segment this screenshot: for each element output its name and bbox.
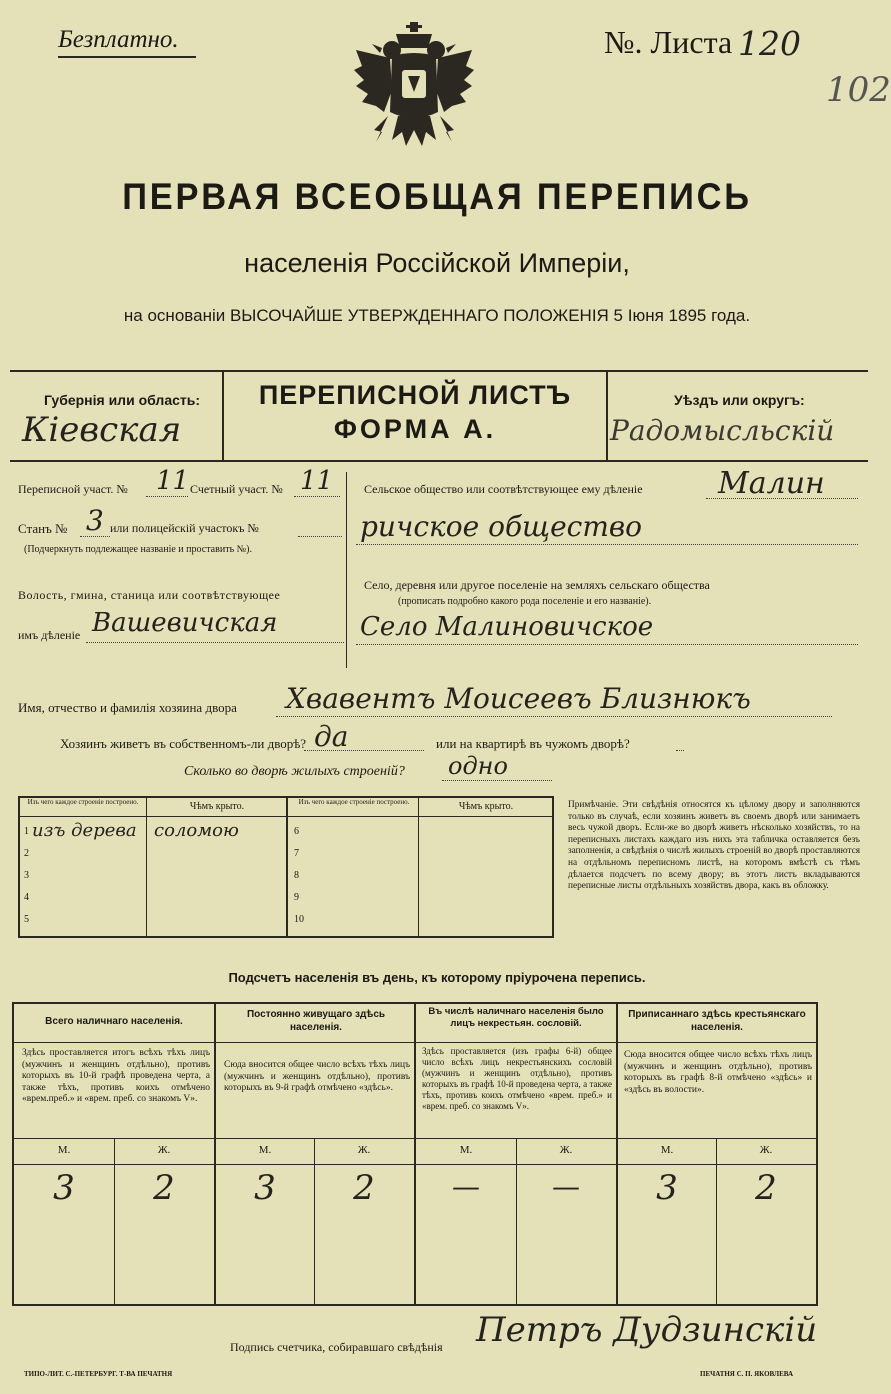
col2-title: Постоянно живущаго здѣсь населенія.	[246, 1009, 386, 1033]
gubernia-label: Губернія или область:	[44, 392, 201, 408]
signature-label: Подпись счетчика, собиравшаго свѣдѣнія	[230, 1340, 443, 1354]
gubernia-value: Кіевская	[22, 410, 182, 450]
col3-m-label: М.	[459, 1144, 473, 1156]
col4-title: Приписаннаго здѣсь крестьянскаго населенія.	[628, 1009, 806, 1033]
buildings-label: Сколько во дворѣ жилыхъ строеній?	[184, 764, 405, 779]
col-material-header: Изъ чего каждое строеніе построено.	[27, 798, 139, 806]
col1-f-label: Ж.	[157, 1144, 171, 1156]
imperial-eagle-icon	[352, 20, 476, 160]
police-label: или полицейскій участокъ №	[110, 521, 259, 535]
village-note: (прописать подробно какого рода поселеніе и его названіе).	[398, 596, 652, 607]
table-row: 4	[24, 892, 29, 903]
row-1-material: изъ дерева	[32, 820, 137, 841]
col1-m-value: 3	[53, 1168, 75, 1208]
col2-m-value: 3	[254, 1168, 276, 1208]
owner-name-value: Хвавентъ Моисеевъ Близнюкъ	[286, 682, 751, 715]
col2-desc: Сюда вносится общее число всѣхъ тѣхъ лицъ (мужчинъ и женщинъ отдѣльно), противъ которыхъ въ 9-й графѣ отмѣчено «здѣсь».	[224, 1060, 410, 1093]
col4-f-value: 2	[755, 1168, 777, 1208]
census-district-label: Переписной участ. №	[18, 482, 128, 496]
rent-label: или на квартирѣ въ чужомъ дворѣ?	[436, 736, 630, 751]
stan-label: Станъ №	[18, 521, 68, 536]
count-heading: Подсчетъ населенія въ день, къ которому пріурочена перепись.	[228, 970, 646, 985]
society-value-2: ричское общество	[360, 510, 643, 543]
col4-m-value: 3	[656, 1168, 678, 1208]
col3-m-value: —	[452, 1170, 480, 1203]
table-row: 5	[24, 914, 29, 925]
col-roof-header-2: Чѣмъ крыто.	[458, 801, 514, 812]
col4-m-label: М.	[660, 1144, 674, 1156]
printer-right: ПЕЧАТНЯ С. П. ЯКОВЛЕВА	[700, 1370, 794, 1378]
table-row: 8	[294, 870, 299, 881]
underline-note: (Подчеркнуть подлежащее названіе и проставить №).	[24, 544, 252, 555]
col3-f-label: Ж.	[559, 1144, 573, 1156]
col2-m-label: М.	[258, 1144, 272, 1156]
society-label: Сельское общество или соотвѣтствующее ему дѣленіе	[364, 482, 643, 496]
village-label: Село, деревня или другое поселеніе на земляхъ сельскаго общества	[364, 578, 710, 592]
volost-label: Волость, гмина, станица или соотвѣтствующее	[18, 588, 281, 602]
col2-f-value: 2	[353, 1168, 375, 1208]
volost-label-2: имъ дѣленіе	[18, 628, 81, 642]
col-roof-header: Чѣмъ крыто.	[189, 801, 245, 812]
count-district-value: 11	[300, 466, 334, 496]
village-value: Село Малиновичское	[360, 612, 654, 642]
sheet-number-label: №. Листа	[604, 24, 733, 60]
buildings-value: одно	[448, 752, 508, 780]
page-subtitle: населенія Россійской Имперіи,	[244, 248, 630, 278]
society-value-1: Малин	[718, 466, 825, 501]
own-yard-label: Хозяинъ живетъ въ собственномъ-ли дворѣ?	[60, 736, 307, 751]
col2-f-label: Ж.	[357, 1144, 371, 1156]
sheet-number-value: 120	[738, 24, 801, 63]
sheet-title: ПЕРЕПИСНОЙ ЛИСТЪ	[258, 380, 572, 410]
col1-desc: Здѣсь проставляется итогъ всѣхъ тѣхъ лицъ (мужчинъ и женщинъ отдѣльно), противъ которыхъ въ 10-й графѣ проведена черта, а также тѣхъ, противъ коихъ отмѣчено «врем.преб.» и «врем. преб. со знакомъ V».	[22, 1048, 210, 1104]
owner-name-label: Имя, отчество и фамилія хозяина двора	[18, 700, 237, 715]
table-row: 10	[294, 914, 304, 925]
printer-left: ТИПО-ЛИТ. С.-ПЕТЕРБУРГ. Т-ВА ПЕЧАТНЯ	[24, 1370, 173, 1378]
uezd-value: Радомысльскій	[610, 414, 835, 447]
col-material-header-2: Изъ чего каждое строеніе построено.	[298, 798, 410, 806]
table-row: 7	[294, 848, 299, 859]
signature-value: Петръ Дудзинскій	[476, 1310, 818, 1350]
buildings-table	[18, 796, 554, 938]
col3-desc: Здѣсь проставляется (изъ графы 6-й) общее число всѣхъ лицъ некрестьянскихъ сословій (мужчинъ и женщинъ отдѣльно), противъ которыхъ въ графѣ 10-й проведена черта, а также тѣхъ, противъ коихъ отмѣчено «врем. преб.» и «врем. преб. со знакомъ V».	[422, 1046, 612, 1111]
col4-f-label: Ж.	[759, 1144, 773, 1156]
table-row: 9	[294, 892, 299, 903]
uezd-label: Уѣздъ или округъ:	[674, 392, 805, 408]
col3-title: Въ числѣ наличнаго населенія было лицъ некрестьян. сословій.	[428, 1006, 604, 1029]
col1-m-label: М.	[57, 1144, 71, 1156]
form-name: ФОРМА А.	[333, 414, 497, 444]
count-district-label: Счетный участ. №	[190, 482, 283, 496]
col3-f-value: —	[552, 1170, 580, 1203]
col1-f-value: 2	[153, 1168, 175, 1208]
own-yard-value: да	[314, 720, 349, 753]
census-district-value: 11	[156, 466, 190, 496]
table-row: 6	[294, 826, 299, 837]
page-title: ПЕРВАЯ ВСЕОБЩАЯ ПЕРЕПИСЬ	[122, 176, 752, 217]
margin-number: 102	[826, 70, 891, 110]
population-count-table	[12, 1002, 818, 1306]
table-note: Примѣчаніе. Эти свѣдѣнія относятся къ цѣлому двору и заполняются только въ случаѣ, если хозяинъ живетъ въ своемъ дворѣ или занимаетъ весь чужой дворъ. Если-же во дворѣ живетъ нѣсколько хозяйствъ, то на переписныхъ листахъ каждаго изъ нихъ эта табличка оставляется безъ заполненія, а свѣдѣнія о числѣ жилыхъ строеній во дворѣ проставляются на отдѣльномъ переписномъ листѣ, на которомъ вмѣстѣ съ тѣмъ дѣлается подсчетъ по всему двору; въ этотъ листъ вкладываются переписные листы отдѣльныхъ хозяйствъ двора, какъ въ обложку.	[568, 800, 860, 892]
col4-desc: Сюда вносится общее число всѣхъ тѣхъ лицъ (мужчинъ и женщинъ отдѣльно), противъ которыхъ въ графѣ 8-й отмѣчено «здѣсь» и «здѣсь въ волости».	[624, 1050, 812, 1095]
table-row: 2	[24, 848, 29, 859]
legal-basis: на основаніи ВЫСОЧАЙШЕ УТВЕРЖДЕННАГО ПОЛОЖЕНІЯ 5 Іюня 1895 года.	[123, 306, 751, 325]
col1-title: Всего наличнаго населенія.	[45, 1016, 183, 1027]
table-row: 3	[24, 870, 29, 881]
stan-value: 3	[86, 504, 104, 537]
free-label: Безплатно.	[58, 26, 179, 53]
row-1-roof: соломою	[154, 820, 239, 841]
table-row: 1	[24, 826, 29, 837]
volost-value: Вашевичская	[92, 608, 278, 638]
